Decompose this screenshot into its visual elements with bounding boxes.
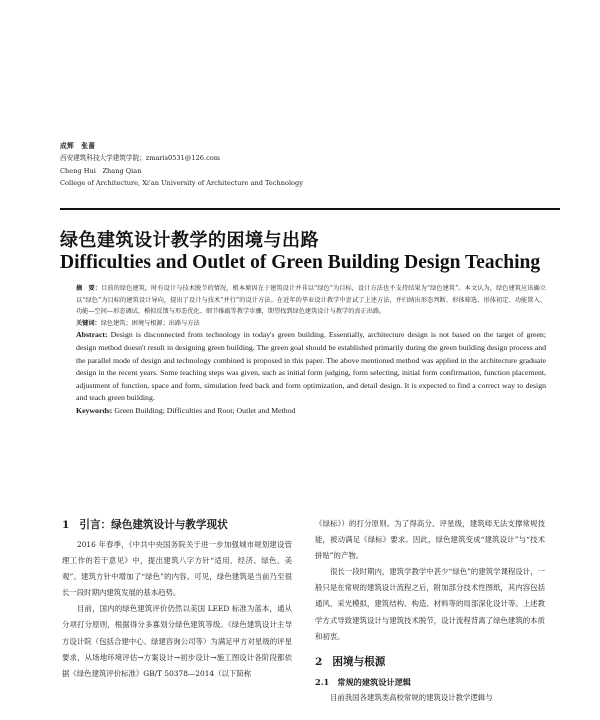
- keywords-en-text: Green Building; Difficulties and Root; Outlet and Method: [114, 405, 296, 415]
- abstract-cn-text: 目前的绿色建筑，时有设计与技术脱节的情况，根本原因在于建筑设计并非以“绿色”为目标，设计方法也不支持结果为“绿色建筑”。本文认为，绿色建筑应该确立以“绿色”为目标的建筑设计导向，提出了设计与技术“并行”的设计方法。在近年的毕业设计教学中尝试了上述方法，并归纳出形态判断、形体筛选、形体初定、功能置入、功能—空间—形态调试、模拟反馈与形态优化、细节推敲等教学步骤，期望找到绿色建筑设计与教学的真正出路。: [76, 285, 547, 316]
- subsection-2-1-title: 常规的建筑设计逻辑: [337, 676, 411, 687]
- section-1-paragraph-2: 目前，国内的绿色建筑评价仍然以美国 LEED 标准为蓝本，通从分项打分原则，根据得分多寡划分绿色建筑等级。《绿色建筑设计主导方设计院（包括合建中心、绿建咨询公司等）为满足甲方对星级的评星要求，从场地环境评估→方案设计→初步设计→施工图设计各阶段都依据《绿色建筑评价标准》GB/T 50378—2014（以下简称: [62, 604, 292, 678]
- body-column-left: [62, 516, 292, 682]
- author-names-cn: 成辉 张蔷: [60, 142, 96, 150]
- subsection-2-1-paragraph-1: 目前我国各建筑类高校常规的建筑设计教学逻辑与: [330, 692, 493, 702]
- abstract-en-text: Design is disconnected from technology in today's green building. Essentially, architecture design is not based on the target of green; design method doesn't result in designing green building. The green goal should be established primarily during the green building design process and the parallel mode of design and technology combined is proposed in this paper. The above mentioned method was applied in the architecture graduate design in the recent years. Some teaching steps was given, such as initial form judging, form selecting, initial form confirmation, function placement, adjustment of function, space and form, simulation feed back and form optimization, and detail design. It is expected to find a correct way to design and teach green building.: [76, 330, 546, 403]
- section-1-heading: [62, 516, 292, 534]
- section-1-number: 1: [62, 519, 70, 531]
- keywords-en: [76, 405, 546, 418]
- section-2-heading: [315, 653, 545, 671]
- title-en: Difficulties and Outlet of Green Building Design Teaching: [60, 252, 541, 273]
- body-column-right: [315, 516, 545, 706]
- author-block: [60, 140, 540, 190]
- keywords-cn-label: 关键词：: [76, 319, 101, 327]
- abstract-cn: [76, 283, 546, 318]
- abstract-block: [76, 283, 546, 418]
- section-spacer: [315, 645, 545, 653]
- section-2-number: 2: [315, 655, 323, 668]
- author-names-en: Cheng Hui Zhang Qian: [60, 166, 142, 175]
- abstract-en-label: Abstract:: [76, 330, 108, 340]
- right-paragraph-2: 很长一段时期内，建筑学教学中甚少“绿色”的建筑学课程设计，一般只是在常规的建筑设计流程之后，附加部分技术性图纸，其内容包括通风、采光模拟，建筑结构、构造、材料等的局部深化设计等。上述教学方式导致建筑设计与建筑技术脱节，设计流程背离了绿色建筑的本质和初衷。: [315, 567, 545, 641]
- title-cn: 绿色建筑设计教学的困境与出路: [60, 230, 319, 251]
- keywords-en-label: Keywords:: [76, 405, 113, 415]
- section-2-title: 困境与根源: [332, 655, 386, 668]
- subsection-2-1-heading: [315, 674, 545, 690]
- keywords-cn-text: 绿色建筑；困境与根源；出路与方法: [100, 319, 200, 327]
- author-affiliation-cn: 西安建筑科技大学建筑学院；zmaris0531@126.com: [60, 154, 220, 163]
- section-1-paragraph-1: 2016 年春季，《中共中央国务院关于进一步加强城市规划建设管理工作的若干意见》中，提出建筑八字方针“适用、经济、绿色、美观”。建筑方针中增加了“绿色”的内容。可见，绿色建筑是当前乃至很长一段时期内建筑发展的基本趋势。: [62, 540, 292, 598]
- abstract-en: [76, 329, 546, 405]
- section-1-title: 引言：绿色建筑设计与教学现状: [79, 519, 228, 531]
- abstract-cn-label: 摘 要：: [76, 285, 102, 292]
- author-affiliation-en: College of Architecture, Xi'an University of Architecture and Technology: [60, 179, 303, 188]
- keywords-cn: [76, 318, 546, 330]
- right-paragraph-1: 《绿标》）的打分原则。为了得高分、评星级，建筑师无法支撑常规技能，被动满足《绿标》要求。因此，绿色建筑变成“建筑设计”与“技术拼贴”的产物。: [315, 519, 545, 561]
- subsection-2-1-number: 2.1: [315, 676, 330, 687]
- header-rule: [60, 208, 560, 210]
